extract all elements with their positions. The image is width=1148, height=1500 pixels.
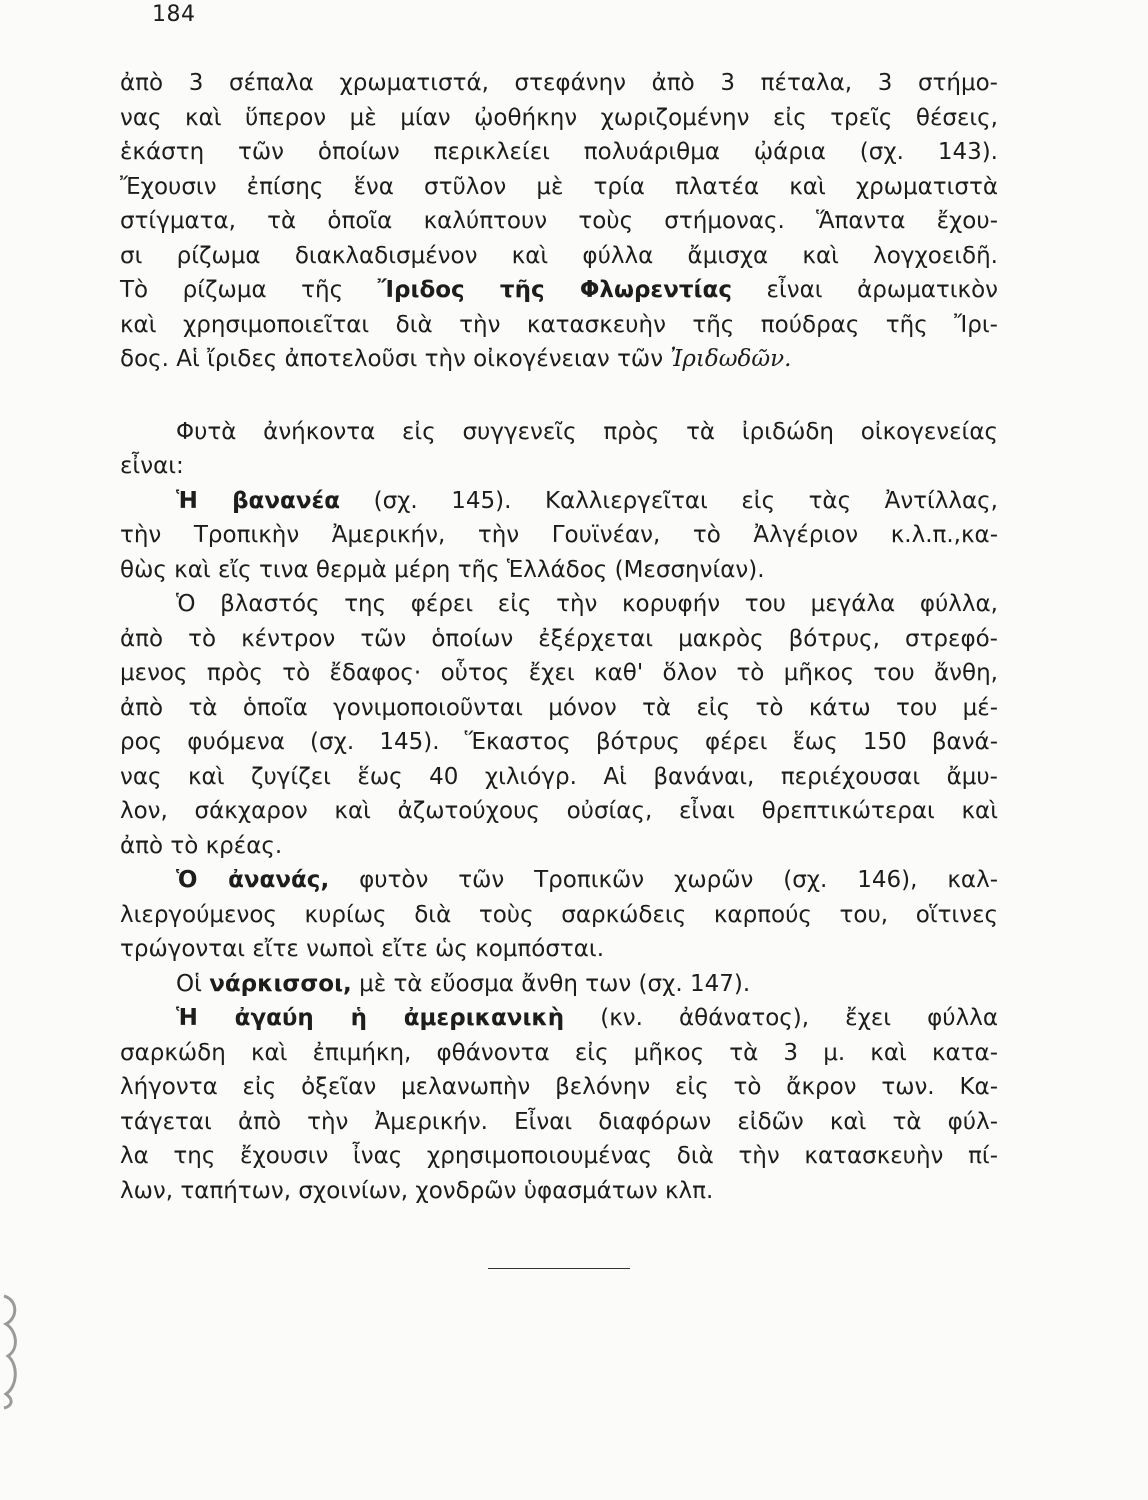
text-line: ἀπὸ 3 σέπαλα χρωματιστά, στεφάνην ἀπὸ 3 πέταλα, 3 στήμο- (120, 70, 998, 96)
text-line: τάγεται ἀπὸ τὴν Ἀμερικήν. Εἶναι διαφόρων εἰδῶν καὶ τὰ φύλ- (120, 1108, 998, 1135)
related-heading-end: εἶναι: (120, 453, 184, 479)
narcissus-lead: Οἱ (176, 970, 210, 997)
text-line: ἀπὸ τὸ κέντρον τῶν ὁποίων ἐξέρχεται μακρὸς βότρυς, στρεφό- (120, 625, 998, 652)
pineapple-rest: φυτὸν τῶν Τροπικῶν χωρῶν (σχ. 146), καλ- (329, 867, 999, 893)
banana-line (120, 484, 998, 519)
text-line: μενος πρὸς τὸ ἔδαφος· οὗτος ἔχει καθ' ὅλον τὸ μῆκος του ἄνθη, (120, 660, 998, 686)
banana-rest: (σχ. 145). Καλλιεργεῖται εἰς τὰς Ἀντίλλας, (340, 487, 998, 514)
text-line: νας καὶ ζυγίζει ἕως 40 χιλιόγρ. Αἱ βανάναι, περιέχουσαι ἄμυ- (120, 763, 998, 790)
text-line: στίγματα, τὰ ὁποῖα καλύπτουν τοὺς στήμονας. Ἅπαντα ἔχου- (120, 208, 998, 234)
iris-name: Ἴριδος τῆς Φλωρεντίας (377, 277, 732, 303)
paragraph-gap (120, 377, 998, 415)
binding-mark-icon (0, 1290, 26, 1410)
narcissus-rest: μὲ τὰ εὔοσμα ἄνθη των (σχ. 147). (351, 970, 751, 997)
text-line: λιεργούμενος κυρίως διὰ τοὺς σαρκώδεις καρπούς του, οἵτινες (120, 901, 998, 928)
text-line: λα της ἔχουσιν ἶνας χρησιμοποιουμένας διὰ τὴν κατασκευὴν πί- (120, 1143, 998, 1169)
related-heading-line: Φυτὰ ἀνήκοντα εἰς συγγενεῖς πρὸς τὰ ἰριδώδη οἰκογενείας (176, 418, 998, 445)
text-line: νας καὶ ὕπερον μὲ μίαν ᾠοθήκην χωριζομένην εἰς τρεῖς θέσεις, (120, 104, 998, 131)
text-line: λήγοντα εἰς ὀξεῖαν μελανωπὴν βελόνην εἰς τὸ ἄκρον των. Κα- (120, 1074, 998, 1100)
text-line: λον, σάκχαρον καὶ ἀζωτούχους οὐσίας, εἶναι θρεπτικώτεραι καὶ (120, 798, 998, 824)
iris-family-line (120, 342, 998, 377)
iris-line (120, 273, 998, 308)
iris-lead: Τὸ ρίζωμα τῆς (120, 277, 378, 303)
narcissus-name: νάρκισσοι, (209, 970, 352, 997)
body-text (120, 66, 998, 1208)
end-rule (488, 1268, 630, 1269)
text-line: θὼς καὶ εἴς τινα θερμὰ μέρη τῆς Ἑλλάδος (Μεσσηνίαν). (120, 556, 765, 583)
text-line: λων, ταπήτων, σχοινίων, χονδρῶν ὑφασμάτων κλπ. (120, 1177, 714, 1204)
text-line: ἀπὸ τὸ κρέας. (120, 832, 283, 859)
text-line: ἀπὸ τὰ ὁποῖα γονιμοποιοῦνται μόνον τὰ εἰς τὸ κάτω του μέ- (120, 694, 998, 721)
text-line: τὴν Τροπικὴν Ἀμερικήν, τὴν Γουϊνέαν, τὸ Ἀλγέριον κ.λ.π.,κα- (120, 522, 998, 548)
text-line: σι ρίζωμα διακλαδισμένον καὶ φύλλα ἄμισχα καὶ λογχοειδῆ. (120, 242, 998, 269)
page-number: 184 (152, 2, 196, 27)
text-line: ρος φυόμενα (σχ. 145). Ἕκαστος βότρυς φέρει ἕως 150 βανά- (120, 729, 998, 755)
agave-line (120, 1001, 998, 1036)
text-line: τρώγονται εἴτε νωποὶ εἴτε ὡς κομπόσται. (120, 936, 604, 962)
text-line: καὶ χρησιμοποιεῖται διὰ τὴν κατασκευὴν τῆς πούδρας τῆς Ἴρι- (120, 311, 998, 338)
iris-family-start: δος. Αἱ ἴριδες ἀποτελοῦσι τὴν οἰκογένειαν τῶν (120, 346, 671, 372)
agave-rest: (κν. ἀθάνατος), ἔχει φύλλα (564, 1005, 998, 1031)
narcissus-line (120, 967, 998, 1002)
text-line: ἑκάστη τῶν ὁποίων περικλείει πολυάριθμα ᾠάρια (σχ. 143). (120, 139, 998, 165)
text-line: Ὁ βλαστός της φέρει εἰς τὴν κορυφήν του μεγάλα φύλλα, (176, 591, 998, 617)
pineapple-line (120, 863, 998, 898)
banana-name: Ἡ βανανέα (176, 487, 341, 514)
agave-name: Ἡ ἀγαύη ἡ ἀμερικανικὴ (176, 1005, 565, 1031)
pineapple-name: Ὁ ἀνανάς, (176, 867, 330, 893)
text-line: σαρκώδη καὶ ἐπιμήκη, φθάνοντα εἰς μῆκος τὰ 3 μ. καὶ κατα- (120, 1039, 998, 1066)
iris-rest: εἶναι ἀρωματικὸν (731, 277, 998, 303)
iris-family-name: Ἰριδωδῶν. (670, 346, 792, 372)
text-line: Ἔχουσιν ἐπίσης ἕνα στῦλον μὲ τρία πλατέα καὶ χρωματιστὰ (120, 173, 998, 200)
